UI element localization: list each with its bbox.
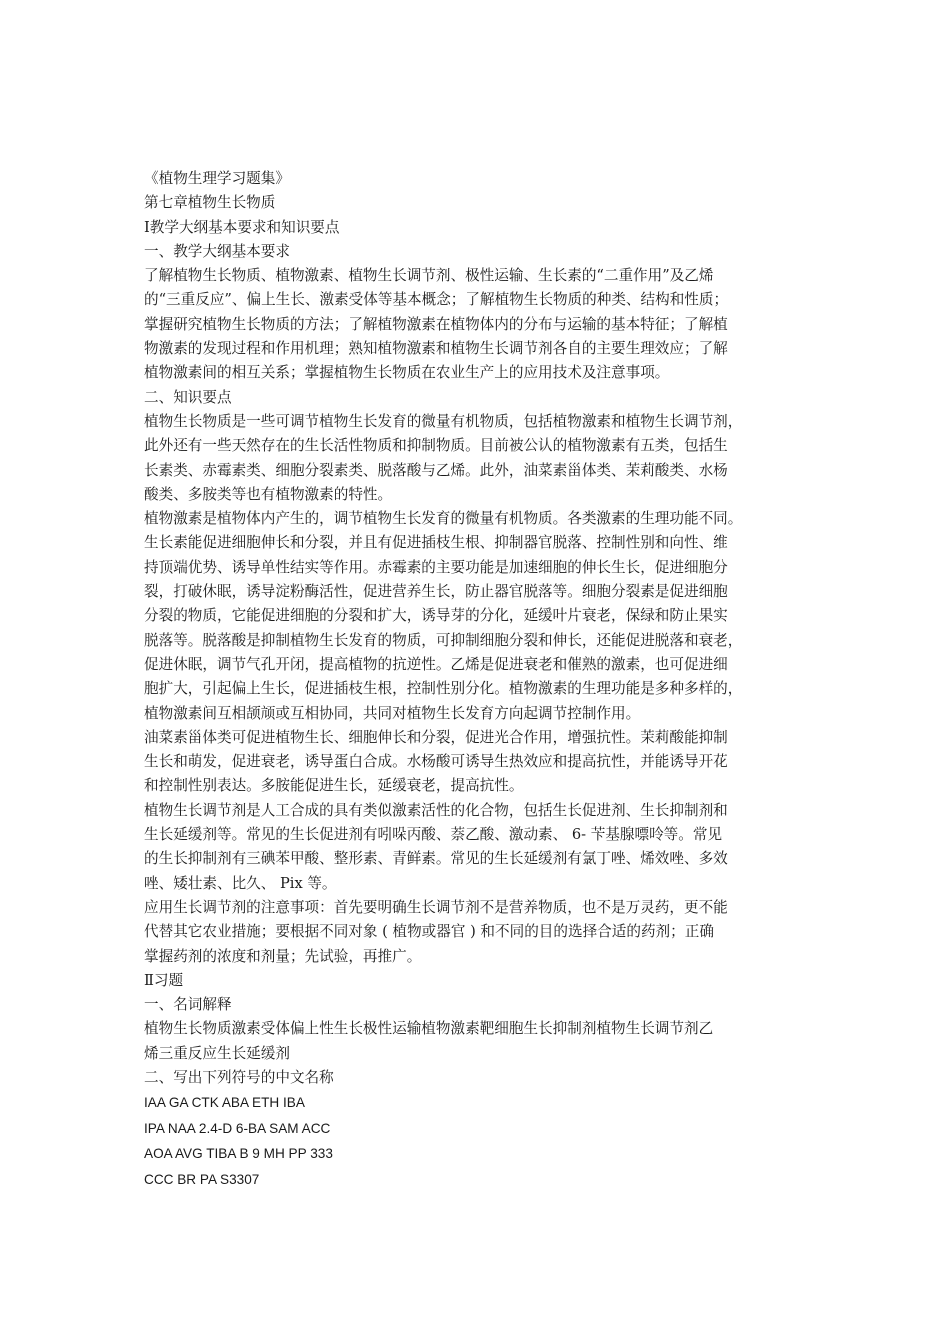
symbol-line: IPA NAA 2.4-D 6-BA SAM ACC xyxy=(144,1120,331,1136)
subheading-requirements: 一、教学大纲基本要求 xyxy=(144,242,290,260)
text-line: 植物生长物质激素受体偏上性生长极性运输植物激素靶细胞生长抑制剂植物生长调节剂乙 xyxy=(144,1020,714,1038)
symbol-line: CCC BR PA S3307 xyxy=(144,1172,260,1188)
text-line: 促进休眠，调节气孔开闭，提高植物的抗逆性。乙烯是促进衰老和催熟的激素，也可促进细 xyxy=(144,655,728,673)
text-line: 植物激素间的相互关系；掌握植物生长物质在农业生产上的应用技术及注意事项。 xyxy=(144,364,670,382)
exercise-heading-terms: 一、名词解释 xyxy=(144,996,232,1014)
text-line: 油菜素甾体类可促进植物生长、细胞伸长和分裂，促进光合作用，增强抗性。茉莉酸能抑制 xyxy=(144,728,728,746)
key-point-paragraph-4 xyxy=(144,799,814,896)
subheading-key-points: 二、知识要点 xyxy=(144,388,232,406)
exercise-heading-symbols: 二、写出下列符号的中文名称 xyxy=(144,1068,334,1086)
symbol-line: IAA GA CTK ABA ETH IBA xyxy=(144,1095,305,1111)
text-line: 胞扩大，引起偏上生长，促进插枝生根，控制性别分化。植物激素的生理功能是多种多样的， xyxy=(144,680,743,698)
text-line: 生长延缓剂等。常见的生长促进剂有吲哚丙酸、萘乙酸、激动素、 6- 苄基腺嘌呤等。常见 xyxy=(144,826,723,844)
document-page xyxy=(144,167,814,1193)
text-line: 植物生长物质是一些可调节植物生长发育的微量有机物质，包括植物激素和植物生长调节剂， xyxy=(144,412,743,430)
key-point-paragraph-2 xyxy=(144,507,814,726)
section-heading-2: Ⅱ习题 xyxy=(144,971,184,989)
text-line: 植物激素是植物体内产生的，调节植物生长发育的微量有机物质。各类激素的生理功能不同。 xyxy=(144,510,743,528)
text-line: 酸类、多胺类等也有植物激素的特性。 xyxy=(144,485,393,503)
text-line: 唑、矮壮素、比久、 Pix 等。 xyxy=(144,874,337,892)
text-line: 的“三重反应”、偏上生长、激素受体等基本概念；了解植物生长物质的种类、结构和性质； xyxy=(144,291,729,309)
text-line: 此外还有一些天然存在的生长活性物质和抑制物质。目前被公认的植物激素有五类，包括生 xyxy=(144,437,728,455)
key-point-paragraph-1 xyxy=(144,410,814,507)
text-line: 裂，打破休眠，诱导淀粉酶活性，促进营养生长，防止器官脱落等。细胞分裂素是促进细胞 xyxy=(144,583,728,601)
text-line: 掌握药剂的浓度和剂量；先试验，再推广。 xyxy=(144,947,422,965)
text-line: 分裂的物质，它能促进细胞的分裂和扩大，诱导芽的分化，延缓叶片衰老，保绿和防止果实 xyxy=(144,607,728,625)
text-line: 了解植物生长物质、植物激素、植物生长调节剂、极性运输、生长素的“二重作用”及乙烯 xyxy=(144,267,714,285)
text-line: 植物激素间互相颉颃或互相协同，共同对植物生长发育方向起调节控制作用。 xyxy=(144,704,641,722)
text-line: 生长和萌发，促进衰老，诱导蛋白合成。水杨酸可诱导生热效应和提高抗性，并能诱导开花 xyxy=(144,753,728,771)
section-heading-1: Ⅰ教学大纲基本要求和知识要点 xyxy=(144,218,340,236)
chapter-title: 第七章植物生长物质 xyxy=(144,194,276,212)
key-point-paragraph-5 xyxy=(144,896,814,969)
key-point-paragraph-3 xyxy=(144,726,814,799)
book-title: 《植物生理学习题集》 xyxy=(144,170,290,187)
terms-paragraph xyxy=(144,1017,814,1066)
text-line: 的生长抑制剂有三碘苯甲酸、整形素、青鲜素。常见的生长延缓剂有氯丁唑、烯效唑、多效 xyxy=(144,850,728,868)
symbols-list xyxy=(144,1090,814,1192)
symbol-line: AOA AVG TIBA B 9 MH PP 333 xyxy=(144,1146,333,1162)
text-line: 植物生长调节剂是人工合成的具有类似激素活性的化合物，包括生长促进剂、生长抑制剂和 xyxy=(144,801,728,819)
text-line: 物激素的发现过程和作用机理；熟知植物激素和植物生长调节剂各自的主要生理效应；了解 xyxy=(144,340,728,358)
text-line: 应用生长调节剂的注意事项：首先要明确生长调节剂不是营养物质，也不是万灵药，更不能 xyxy=(144,898,728,916)
text-line: 持顶端优势、诱导单性结实等作用。赤霉素的主要功能是加速细胞的伸长生长，促进细胞分 xyxy=(144,558,728,576)
text-line: 脱落等。脱落酸是抑制植物生长发育的物质，可抑制细胞分裂和伸长，还能促进脱落和衰老， xyxy=(144,631,743,649)
text-line: 掌握研究植物生长物质的方法；了解植物激素在植物体内的分布与运输的基本特征；了解植 xyxy=(144,315,728,333)
text-line: 和控制性别表达。多胺能促进生长，延缓衰老，提高抗性。 xyxy=(144,777,524,795)
text-line: 代替其它农业措施；要根据不同对象 ( 植物或器官 ) 和不同的目的选择合适的药剂；正确 xyxy=(144,923,714,941)
requirements-paragraph xyxy=(144,264,814,385)
text-line: 烯三重反应生长延缓剂 xyxy=(144,1044,290,1062)
text-line: 长素类、赤霉素类、细胞分裂素类、脱落酸与乙烯。此外，油菜素甾体类、茉莉酸类、水杨 xyxy=(144,461,728,479)
text-line: 生长素能促进细胞伸长和分裂，并且有促进插枝生根、抑制器官脱落、控制性别和向性、维 xyxy=(144,534,728,552)
